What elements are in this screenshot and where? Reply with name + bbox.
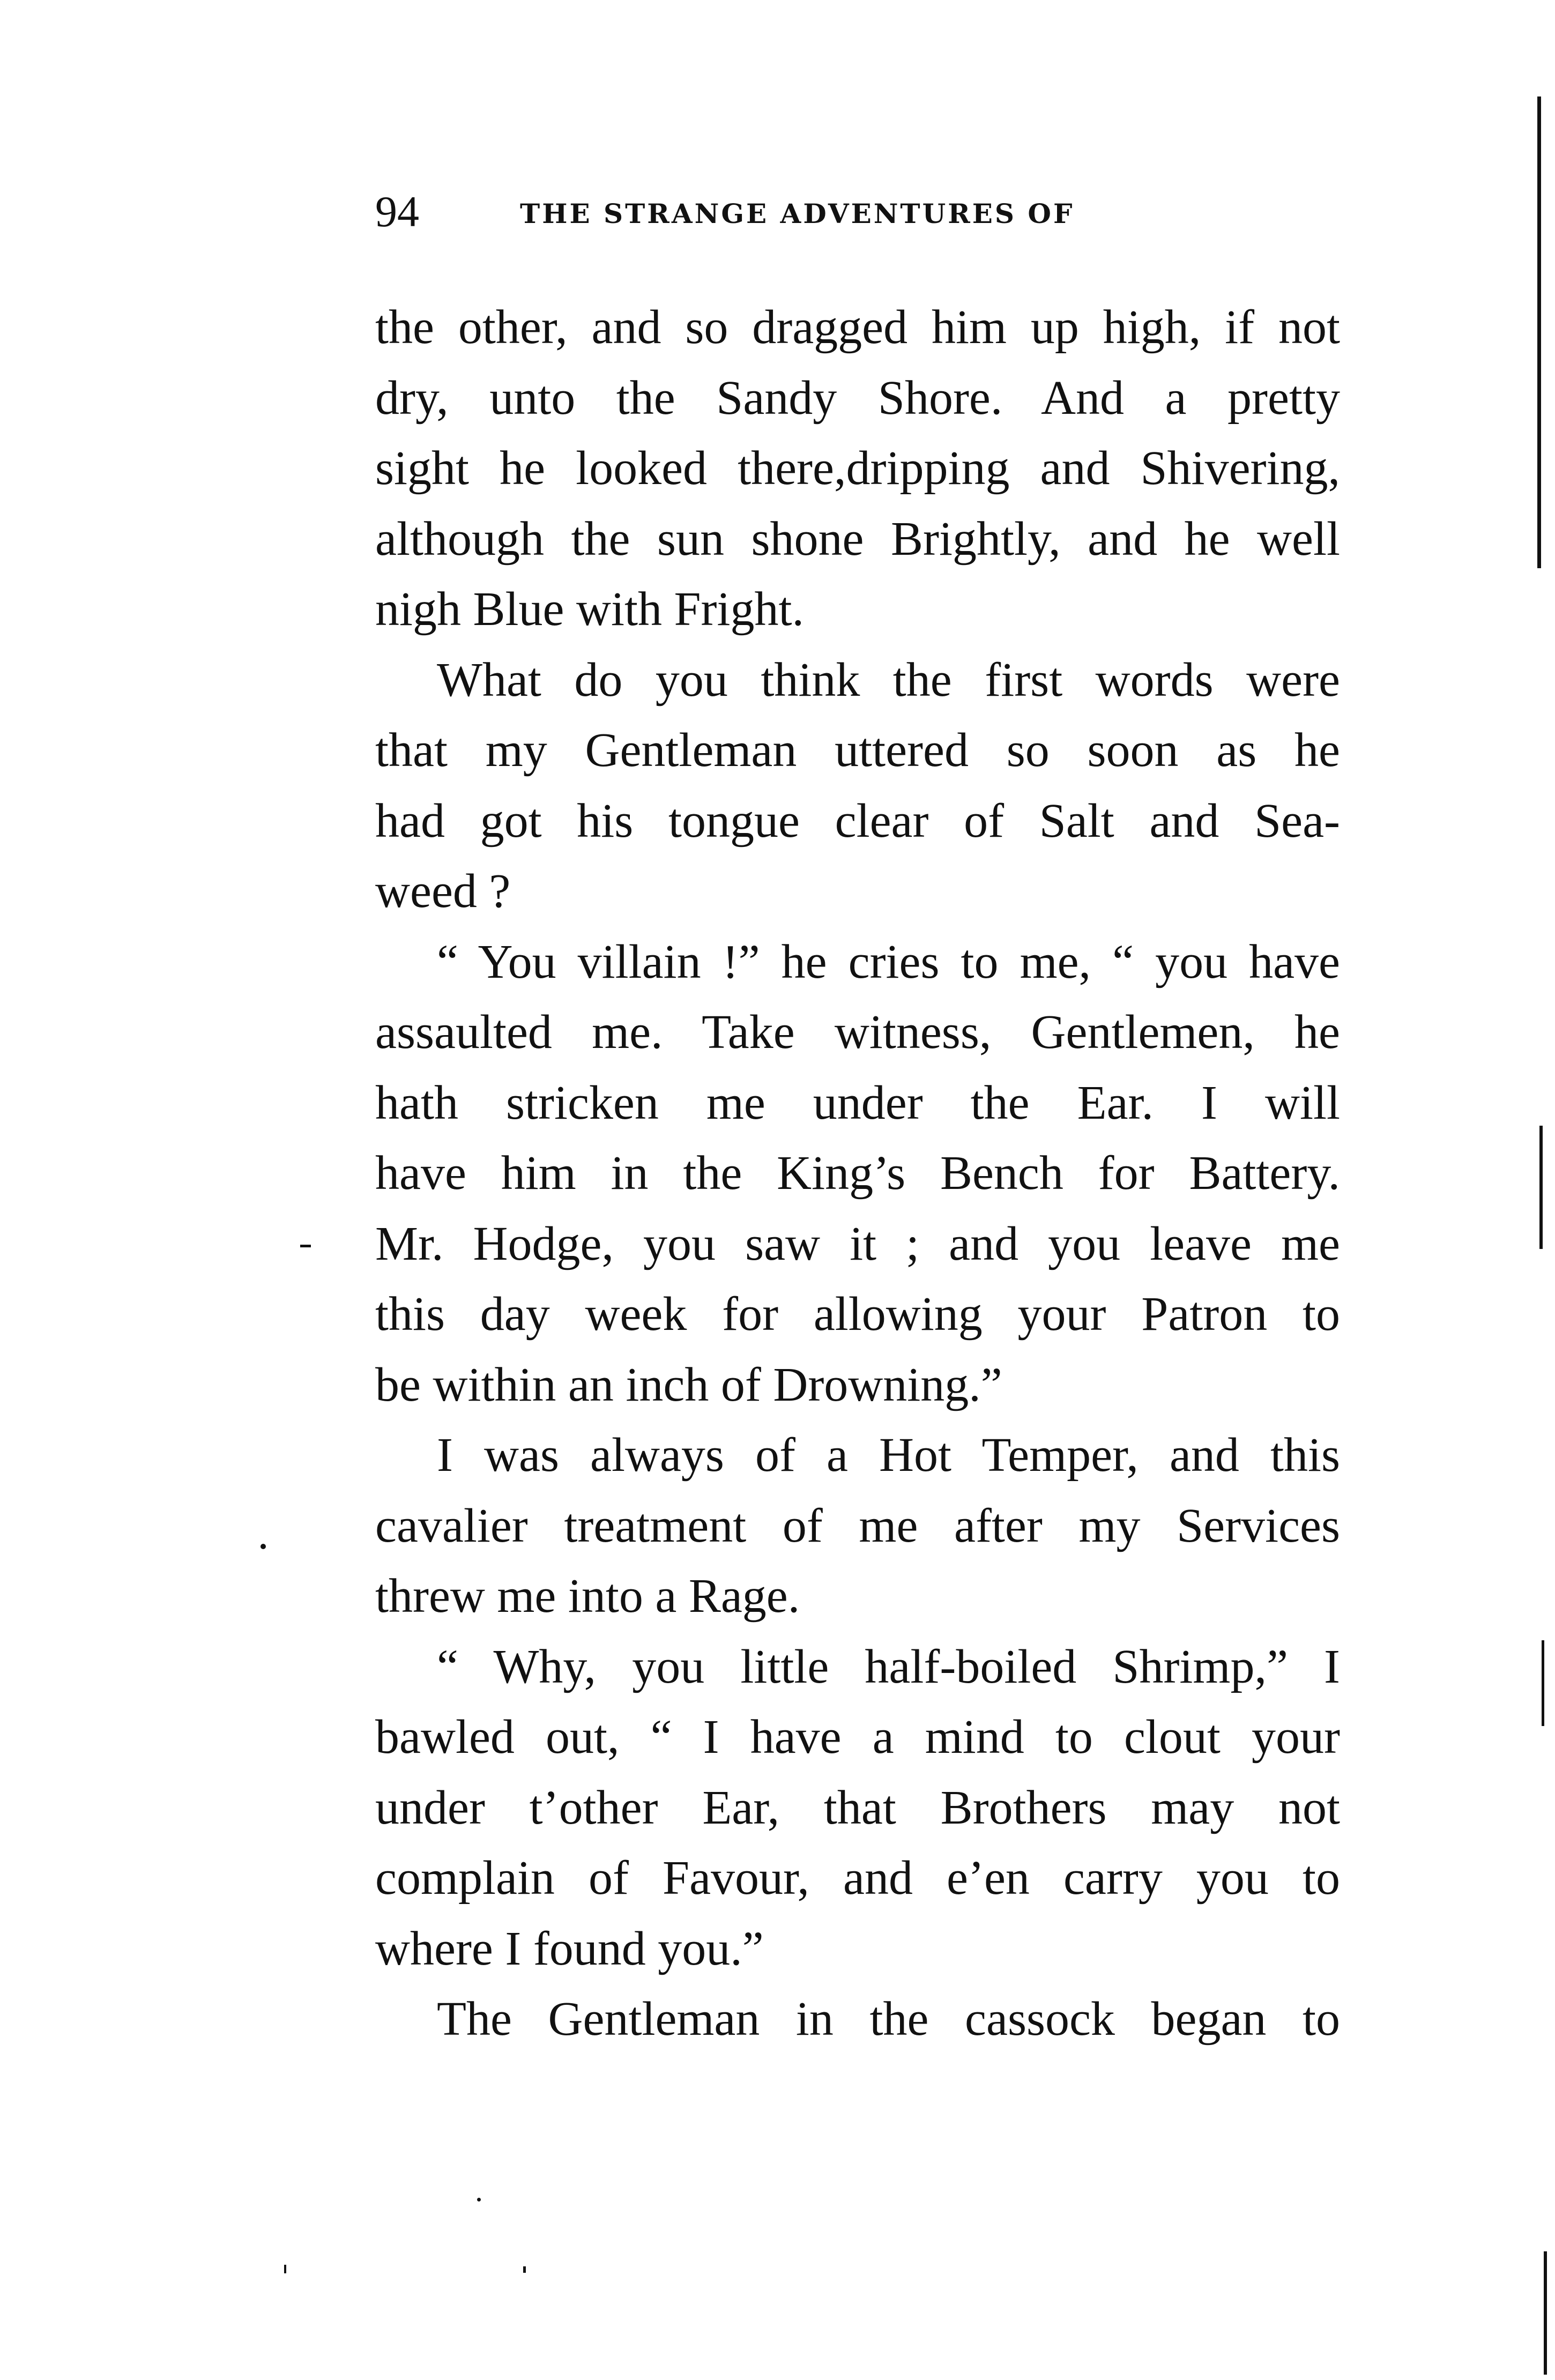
- scan-speck: [523, 2266, 526, 2273]
- text-line: bawled out, “ I have a mind to clout your: [375, 1710, 1340, 1764]
- text-line: where I found you.”: [375, 1922, 764, 1975]
- body-text: [375, 292, 1340, 2055]
- text-line: cavalier treatment of me after my Services: [375, 1499, 1340, 1552]
- text-line: hath stricken me under the Ear. I will: [375, 1076, 1340, 1129]
- scan-speck: [284, 2265, 286, 2273]
- scan-speck: [300, 1245, 311, 1247]
- running-head: THE STRANGE ADVENTURES OF: [520, 198, 1075, 229]
- scan-speck: [477, 2198, 481, 2202]
- scan-edge-mark: [1542, 1640, 1544, 1726]
- text-line: that my Gentleman uttered so soon as he: [375, 724, 1340, 777]
- scan-edge-mark: [1539, 1126, 1543, 1249]
- text-line: had got his tongue clear of Salt and Sea-: [375, 794, 1340, 847]
- scan-speck: [261, 1544, 266, 1549]
- text-line: assaulted me. Take witness, Gentlemen, he: [375, 1006, 1340, 1059]
- text-line: be within an inch of Drowning.”: [375, 1358, 1002, 1411]
- text-line: “ You villain !” he cries to me, “ you have: [437, 935, 1340, 988]
- text-line: although the sun shone Brightly, and he well: [375, 512, 1340, 566]
- text-line: this day week for allowing your Patron to: [375, 1288, 1340, 1341]
- text-line: nigh Blue with Fright.: [375, 583, 805, 636]
- text-line: The Gentleman in the cassock began to: [437, 1992, 1340, 2046]
- text-line: dry, unto the Sandy Shore. And a pretty: [375, 371, 1340, 425]
- scan-edge-mark: [1544, 2251, 1547, 2375]
- text-line: the other, and so dragged him up high, if not: [375, 301, 1340, 354]
- text-line: threw me into a Rage.: [375, 1570, 800, 1623]
- text-line: weed ?: [375, 865, 511, 918]
- text-line: Mr. Hodge, you saw it ; and you leave me: [375, 1217, 1340, 1270]
- text-line: sight he looked there,dripping and Shivering,: [375, 442, 1340, 495]
- text-line: “ Why, you little half-boiled Shrimp,” I: [437, 1640, 1340, 1693]
- page-header: [375, 185, 1340, 249]
- text-line: What do you think the first words were: [437, 653, 1340, 706]
- page-number: 94: [375, 187, 419, 236]
- text-line: have him in the King’s Bench for Battery.: [375, 1147, 1340, 1200]
- text-line: I was always of a Hot Temper, and this: [437, 1429, 1340, 1482]
- scan-edge-mark: [1537, 96, 1541, 568]
- text-line: complain of Favour, and e’en carry you to: [375, 1851, 1340, 1905]
- text-line: under t’other Ear, that Brothers may not: [375, 1781, 1340, 1834]
